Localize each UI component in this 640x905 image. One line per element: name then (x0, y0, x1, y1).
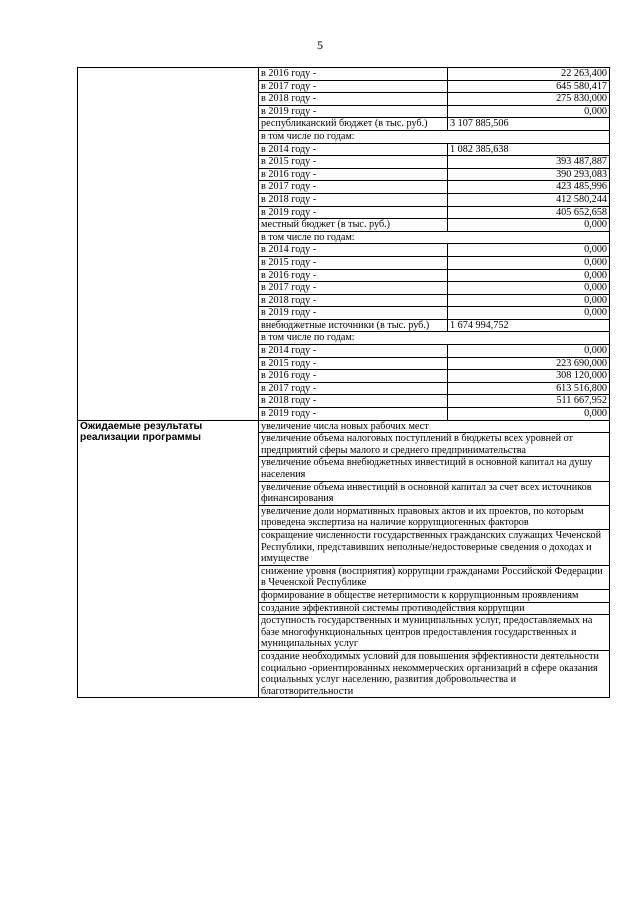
finance-label: в 2016 году - (259, 370, 448, 383)
finance-label: в 2018 году - (259, 395, 448, 408)
results-row (78, 420, 610, 433)
result-item: увеличение объема инвестиций в основной капитал за счет всех источников финансирования (259, 481, 610, 505)
finance-label: в 2014 году - (259, 244, 448, 257)
finance-value: 393 487,887 (448, 156, 610, 169)
finance-subheading: в том числе по годам: (259, 231, 610, 244)
finance-label: республиканский бюджет (в тыс. руб.) (259, 118, 448, 131)
finance-value: 0,000 (448, 294, 610, 307)
finance-label: в 2015 году - (259, 357, 448, 370)
finance-value: 423 485,996 (448, 181, 610, 194)
finance-label: в 2015 году - (259, 156, 448, 169)
finance-value: 0,000 (448, 269, 610, 282)
finance-value: 0,000 (448, 105, 610, 118)
result-item: увеличение объема налоговых поступлений в бюджеты всех уровней от предприятий сферы малого и среднего предпринимательства (259, 433, 610, 457)
finance-label: в 2014 году - (259, 143, 448, 156)
finance-value: 613 516,800 (448, 382, 610, 395)
finance-label: местный бюджет (в тыс. руб.) (259, 219, 448, 232)
finance-label: в 2018 году - (259, 294, 448, 307)
result-item: создание эффективной системы противодействия коррупции (259, 602, 610, 615)
finance-value: 0,000 (448, 345, 610, 358)
result-item: снижение уровня (восприятия) коррупции гражданами Российской Федерации в Чеченской Республике (259, 565, 610, 589)
finance-row (78, 68, 610, 81)
result-item: создание необходимых условий для повышения эффективности деятельности социально -ориентированных некоммерческих организаций в сфере оказания социальных услуг населению, развития добровольчества и благотворительности (259, 650, 610, 697)
finance-label: в 2016 году - (259, 68, 448, 81)
finance-label: в 2019 году - (259, 408, 448, 421)
finance-label: в 2017 году - (259, 382, 448, 395)
finance-value: 0,000 (448, 307, 610, 320)
finance-value: 308 120,000 (448, 370, 610, 383)
finance-value: 0,000 (448, 282, 610, 295)
results-heading: Ожидаемые результаты реализации программы (78, 420, 259, 698)
finance-value: 0,000 (448, 256, 610, 269)
finance-label: в 2017 году - (259, 80, 448, 93)
finance-value: 1 674 994,752 (448, 319, 610, 332)
finance-subheading: в том числе по годам: (259, 332, 610, 345)
finance-left-cell (78, 68, 259, 421)
finance-value: 0,000 (448, 244, 610, 257)
finance-value: 3 107 885,506 (448, 118, 610, 131)
finance-value: 511 667,952 (448, 395, 610, 408)
result-item: увеличение объема внебюджетных инвестиций в основной капитал на душу населения (259, 457, 610, 481)
finance-label: в 2019 году - (259, 206, 448, 219)
finance-value: 223 690,000 (448, 357, 610, 370)
finance-label: в 2017 году - (259, 181, 448, 194)
program-passport-table (77, 67, 610, 698)
finance-value: 0,000 (448, 408, 610, 421)
result-item: формирование в обществе нетерпимости к коррупционным проявлениям (259, 589, 610, 602)
finance-value: 0,000 (448, 219, 610, 232)
finance-value: 275 830,000 (448, 93, 610, 106)
page-number: 5 (317, 38, 323, 52)
finance-label: в 2016 году - (259, 168, 448, 181)
finance-label: в 2019 году - (259, 105, 448, 118)
finance-value: 390 293,083 (448, 168, 610, 181)
finance-label: в 2018 году - (259, 93, 448, 106)
finance-label: в 2018 году - (259, 193, 448, 206)
result-item: увеличение числа новых рабочих мест (259, 420, 610, 433)
finance-value: 1 082 385,638 (448, 143, 610, 156)
finance-label: в 2015 году - (259, 256, 448, 269)
finance-label: в 2016 году - (259, 269, 448, 282)
finance-value: 645 580,417 (448, 80, 610, 93)
finance-label: в 2017 году - (259, 282, 448, 295)
result-item: доступность государственных и муниципальных услуг, предоставляемых на базе многофункциональных центров предоставления государственных и муниципальных услуг (259, 615, 610, 651)
result-item: сокращение численности государственных гражданских служащих Чеченской Республики, представивших неполные/недостоверные сведения о доходах и имуществе (259, 529, 610, 565)
finance-subheading: в том числе по годам: (259, 130, 610, 143)
finance-value: 405 652,658 (448, 206, 610, 219)
finance-value: 22 263,400 (448, 68, 610, 81)
result-item: увеличение доли нормативных правовых актов и их проектов, по которым проведена экспертиза на наличие коррупциогенных факторов (259, 505, 610, 529)
finance-value: 412 580,244 (448, 193, 610, 206)
finance-label: в 2019 году - (259, 307, 448, 320)
finance-label: в 2014 году - (259, 345, 448, 358)
finance-label: внебюджетные источники (в тыс. руб.) (259, 319, 448, 332)
